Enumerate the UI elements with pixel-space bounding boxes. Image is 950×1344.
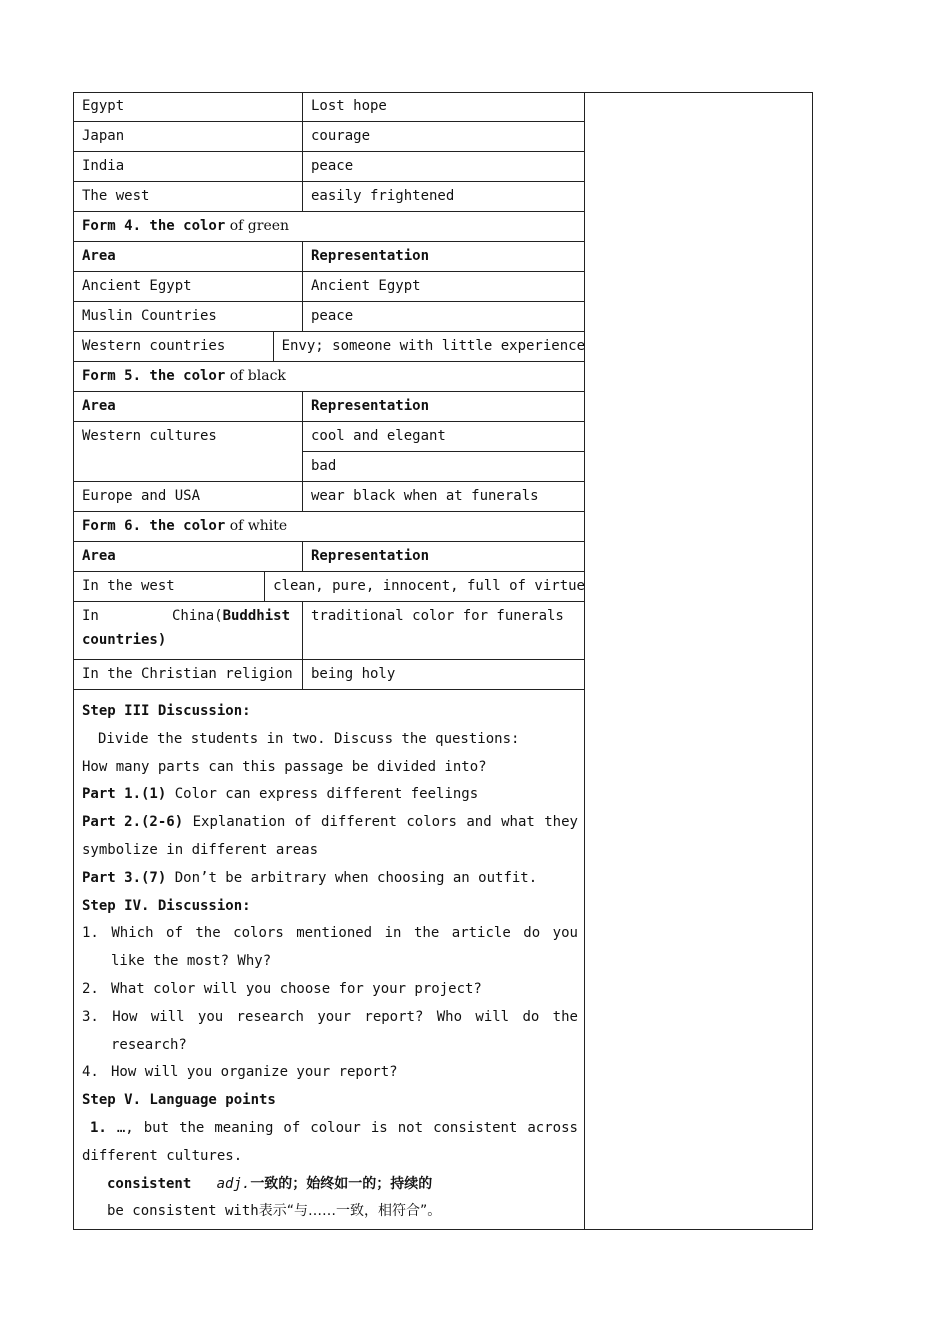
word: you bbox=[197, 1008, 224, 1025]
form-title-rest: of white bbox=[225, 518, 288, 534]
vocabulary-definition: 一致的；始终如一的；持续的 bbox=[250, 1175, 433, 1192]
table-header-row bbox=[73, 542, 585, 572]
area-cell: In the Christian religion bbox=[73, 660, 303, 689]
area-cell: Europe and USA bbox=[73, 482, 303, 511]
header-representation: Representation bbox=[311, 248, 430, 264]
word: meaning bbox=[214, 1119, 274, 1136]
table-row bbox=[73, 302, 585, 332]
area-word-bold: Buddhist bbox=[222, 608, 290, 624]
part-2-line-2: symbolize in different areas bbox=[82, 841, 319, 858]
table-row bbox=[73, 122, 585, 152]
vocabulary-entry bbox=[82, 1171, 578, 1199]
part-1 bbox=[82, 781, 578, 809]
step-5-heading: Step V. Language points bbox=[82, 1092, 276, 1109]
table-row-merged bbox=[73, 422, 585, 482]
form-title-bold: Form 6. the color bbox=[82, 518, 226, 534]
word: across bbox=[527, 1119, 578, 1136]
area-cell: The west bbox=[73, 182, 303, 211]
area-word-part: China( bbox=[171, 608, 223, 624]
word: is bbox=[370, 1119, 388, 1136]
area-cell: India bbox=[73, 152, 303, 181]
question-1-line-1 bbox=[82, 920, 578, 948]
vocabulary-word: consistent bbox=[107, 1175, 192, 1192]
usage-note bbox=[82, 1198, 578, 1226]
word: article bbox=[451, 925, 511, 942]
form-title-bold: Form 5. the color bbox=[82, 368, 226, 384]
word: not bbox=[397, 1119, 424, 1136]
color-tables bbox=[73, 92, 585, 690]
table-row bbox=[73, 482, 585, 512]
form-title-rest: of green bbox=[225, 218, 290, 234]
word: Explanation bbox=[192, 814, 286, 831]
word: report? bbox=[364, 1008, 424, 1025]
word: How bbox=[112, 1008, 138, 1025]
header-area: Area bbox=[73, 542, 303, 571]
form-6-title-row bbox=[73, 512, 585, 542]
representation-cell: bad bbox=[311, 457, 337, 474]
area-cell: Egypt bbox=[73, 92, 303, 121]
header-area: Area bbox=[73, 392, 303, 421]
part-text: Don’t be arbitrary when choosing an outfit. bbox=[166, 869, 538, 886]
representation-stack bbox=[303, 422, 585, 481]
area-cell: Ancient Egypt bbox=[73, 272, 303, 301]
area-line-2: countries) bbox=[82, 632, 167, 648]
part-3 bbox=[82, 865, 578, 893]
area-cell: Western countries bbox=[73, 332, 274, 361]
table-row bbox=[73, 660, 585, 690]
part-label: Part 1.(1) bbox=[82, 786, 167, 803]
word: colors bbox=[406, 814, 457, 831]
word: the bbox=[413, 925, 440, 942]
word: mentioned bbox=[296, 925, 373, 942]
representation-cell: being holy bbox=[311, 666, 396, 682]
table-row bbox=[73, 572, 585, 602]
word: colour bbox=[310, 1119, 361, 1136]
word: Which bbox=[111, 925, 154, 942]
word: colors bbox=[233, 925, 284, 942]
question-number: 3. bbox=[82, 1008, 99, 1025]
representation-cell: peace bbox=[311, 158, 354, 174]
header-area: Area bbox=[73, 242, 303, 271]
point-number: 1. bbox=[90, 1119, 107, 1136]
step-3-intro: Divide the students in two. Discuss the questions: bbox=[98, 730, 520, 747]
representation-cell: courage bbox=[311, 128, 371, 144]
language-point-1-line-2: different cultures. bbox=[82, 1147, 243, 1164]
table-row bbox=[73, 332, 585, 362]
part-label: Part 3.(7) bbox=[82, 869, 167, 886]
step-3-question: How many parts can this passage be divided into? bbox=[82, 758, 487, 775]
form-5-title-row bbox=[73, 362, 585, 392]
table-row bbox=[73, 182, 585, 212]
area-cell: In the west bbox=[73, 572, 265, 601]
table-row bbox=[73, 602, 585, 660]
word: they bbox=[544, 814, 578, 831]
part-2-line-1 bbox=[82, 809, 578, 837]
table-row bbox=[73, 272, 585, 302]
form-title-bold: Form 4. the color bbox=[82, 218, 226, 234]
question-number: 2. bbox=[82, 980, 99, 997]
table-header-row bbox=[73, 242, 585, 272]
header-representation: Representation bbox=[311, 398, 430, 414]
word: and bbox=[466, 814, 492, 831]
question-3-line-2: research? bbox=[111, 1036, 187, 1053]
word: different bbox=[321, 814, 397, 831]
word: of bbox=[166, 925, 183, 942]
word: in bbox=[384, 925, 402, 942]
word: Who bbox=[436, 1008, 463, 1025]
representation-cell: Ancient Egypt bbox=[311, 278, 421, 294]
question-number: 1. bbox=[82, 925, 99, 942]
area-line bbox=[82, 604, 296, 628]
area-word bbox=[172, 604, 290, 628]
word: your bbox=[317, 1008, 352, 1025]
table-row bbox=[73, 152, 585, 182]
representation-cell: Envy; someone with little experience bbox=[281, 338, 585, 354]
word: you bbox=[552, 925, 578, 942]
word: of bbox=[283, 1119, 301, 1136]
part-of-speech: adj. bbox=[216, 1175, 251, 1192]
representation-cell: clean, pure, innocent, full of virtue bbox=[273, 578, 585, 594]
table-header-row bbox=[73, 392, 585, 422]
table-row bbox=[73, 92, 585, 122]
representation-cell: wear black when at funerals bbox=[311, 488, 539, 504]
step-3-heading: Step III Discussion: bbox=[82, 703, 251, 719]
part-text: Color can express different feelings bbox=[166, 786, 479, 803]
word: consistent bbox=[433, 1119, 518, 1136]
form-4-title-row bbox=[73, 212, 585, 242]
word: the bbox=[552, 1008, 578, 1025]
area-cell: Western cultures bbox=[73, 422, 303, 481]
question-3-line-1 bbox=[82, 1004, 578, 1032]
word: of bbox=[294, 814, 312, 831]
part-label: Part 2.(2-6) bbox=[82, 814, 184, 831]
area-cell: Muslin Countries bbox=[73, 302, 303, 331]
header-representation: Representation bbox=[311, 548, 430, 564]
area-cell: Japan bbox=[73, 122, 303, 151]
question-number: 4. bbox=[82, 1064, 99, 1081]
representation-cell: peace bbox=[311, 308, 354, 324]
question-2 bbox=[82, 976, 578, 1004]
step-4-heading: Step IV. Discussion: bbox=[82, 897, 251, 914]
question-text: What color will you choose for your project? bbox=[111, 980, 482, 997]
word: what bbox=[501, 814, 535, 831]
word: do bbox=[522, 1008, 540, 1025]
question-4 bbox=[82, 1059, 578, 1087]
usage-phrase: be consistent with bbox=[107, 1203, 259, 1220]
representation-cell: Lost hope bbox=[311, 98, 387, 114]
word: the bbox=[179, 1119, 205, 1136]
representation-cell: traditional color for funerals bbox=[311, 608, 564, 624]
usage-explanation: 表示“与……一致，相符合”。 bbox=[258, 1203, 442, 1220]
language-point-1-line-1 bbox=[82, 1115, 578, 1143]
word: will bbox=[150, 1008, 185, 1025]
question-text: How will you organize your report? bbox=[111, 1064, 398, 1081]
form-title-rest: of black bbox=[225, 368, 286, 384]
word: the bbox=[195, 925, 221, 942]
word: research bbox=[236, 1008, 304, 1025]
word: will bbox=[475, 1008, 510, 1025]
representation-cell: cool and elegant bbox=[303, 422, 585, 452]
question-1-line-2: like the most? Why? bbox=[111, 953, 272, 970]
form-4-title bbox=[73, 212, 585, 241]
representation-cell: easily frightened bbox=[311, 188, 455, 204]
lesson-text bbox=[82, 698, 578, 1226]
area-cell bbox=[73, 602, 303, 659]
area-word: In bbox=[82, 608, 99, 624]
word: but bbox=[143, 1119, 170, 1136]
form-5-title bbox=[73, 362, 585, 391]
word: do bbox=[523, 925, 541, 942]
word: …, bbox=[116, 1119, 134, 1136]
form-6-title bbox=[73, 512, 585, 541]
